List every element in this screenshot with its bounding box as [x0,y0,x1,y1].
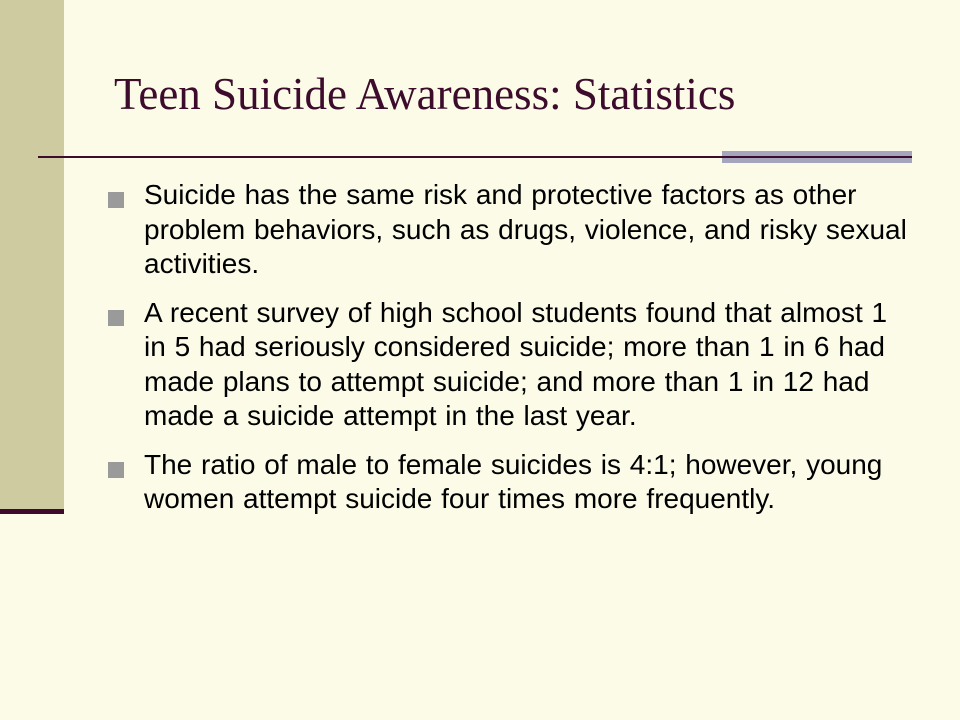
title-underline-accent-line [722,156,912,158]
bullet-text: Suicide has the same risk and protective factors as other problem behaviors, such as drugs, violence, and risky sexual activities. [144,179,907,279]
square-bullet-icon [108,310,124,326]
square-bullet-icon [108,462,124,478]
bullet-item [108,178,908,282]
bullet-text: A recent survey of high school students found that almost 1 in 5 had seriously considered suicide; more than 1 in 6 had made plans to attempt suicide; and more than 1 in 12 had made a suicide attempt in the last year. [144,296,888,431]
bullet-item [108,448,908,517]
bullet-item [108,296,908,434]
bullet-text: The ratio of male to female suicides is 4:1; however, young women attempt suicide four times more frequently. [144,448,883,514]
square-bullet-icon [108,192,124,208]
slide-title: Teen Suicide Awareness: Statistics [114,69,736,119]
decorative-side-bar [0,0,64,512]
side-bar-divider [0,509,64,514]
bullet-list [108,178,908,531]
